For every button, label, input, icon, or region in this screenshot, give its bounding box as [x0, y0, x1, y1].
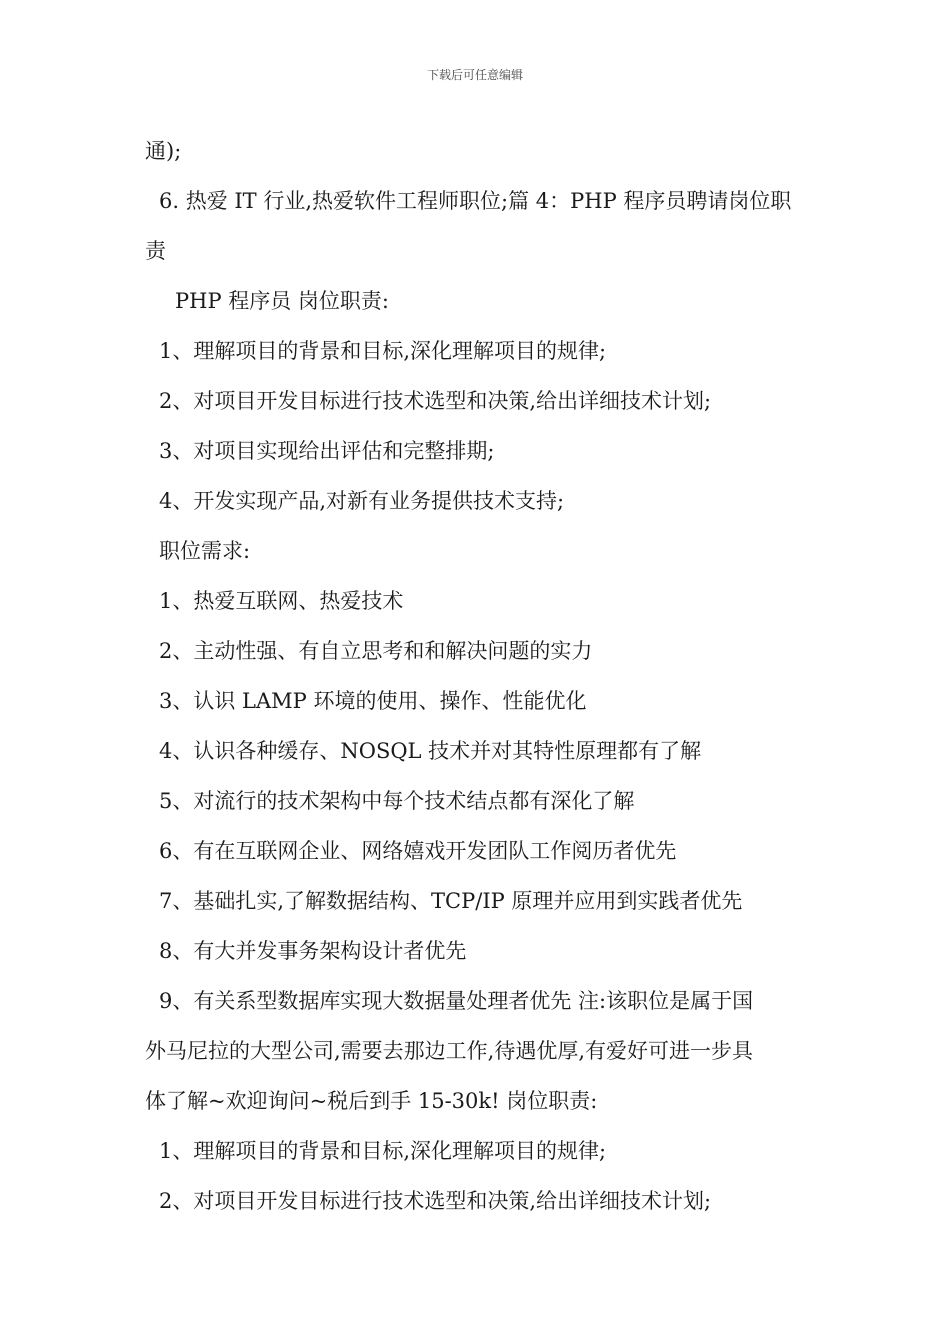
list-item: 8、有大并发事务架构设计者优先 [159, 939, 467, 963]
list-item: 1、理解项目的背景和目标,深化理解项目的规律; [159, 339, 607, 363]
list-item: 6、有在互联网企业、网络嬉戏开发团队工作阅历者优先 [159, 839, 677, 863]
list-item: 2、主动性强、有自立思考和和解决问题的实力 [159, 639, 593, 663]
text-line: 体了解~欢迎询问~税后到手 15-30k! 岗位职责: [145, 1089, 598, 1113]
list-item: 3、对项目实现给出评估和完整排期; [159, 439, 495, 463]
text-line: 6. 热爱 IT 行业,热爱软件工程师职位;篇 4：PHP 程序员聘请岗位职 [159, 189, 792, 213]
list-item: 1、理解项目的背景和目标,深化理解项目的规律; [159, 1139, 607, 1163]
list-item: 5、对流行的技术架构中每个技术结点都有深化了解 [159, 789, 635, 813]
list-item: 2、对项目开发目标进行技术选型和决策,给出详细技术计划; [159, 389, 712, 413]
text-line: 外马尼拉的大型公司,需要去那边工作,待遇优厚,有爱好可进一步具 [145, 1039, 754, 1063]
text-line: 责 [145, 239, 166, 263]
list-item: 3、认识 LAMP 环境的使用、操作、性能优化 [159, 689, 587, 713]
list-item: 9、有关系型数据库实现大数据量处理者优先 注:该职位是属于国 [159, 989, 754, 1013]
list-item: 2、对项目开发目标进行技术选型和决策,给出详细技术计划; [159, 1189, 712, 1213]
list-item: 7、基础扎实,了解数据结构、TCP/IP 原理并应用到实践者优先 [159, 889, 743, 913]
list-item: 4、认识各种缓存、NOSQL 技术并对其特性原理都有了解 [159, 739, 702, 763]
document-body [145, 126, 815, 1226]
list-item: 1、热爱互联网、热爱技术 [159, 589, 404, 613]
text-line: 通); [145, 139, 182, 163]
list-item: 4、开发实现产品,对新有业务提供技术支持; [159, 489, 565, 513]
section-heading: PHP 程序员 岗位职责: [175, 289, 389, 313]
section-heading: 职位需求: [159, 539, 251, 563]
page-header: 下载后可任意编辑 [426, 68, 523, 82]
